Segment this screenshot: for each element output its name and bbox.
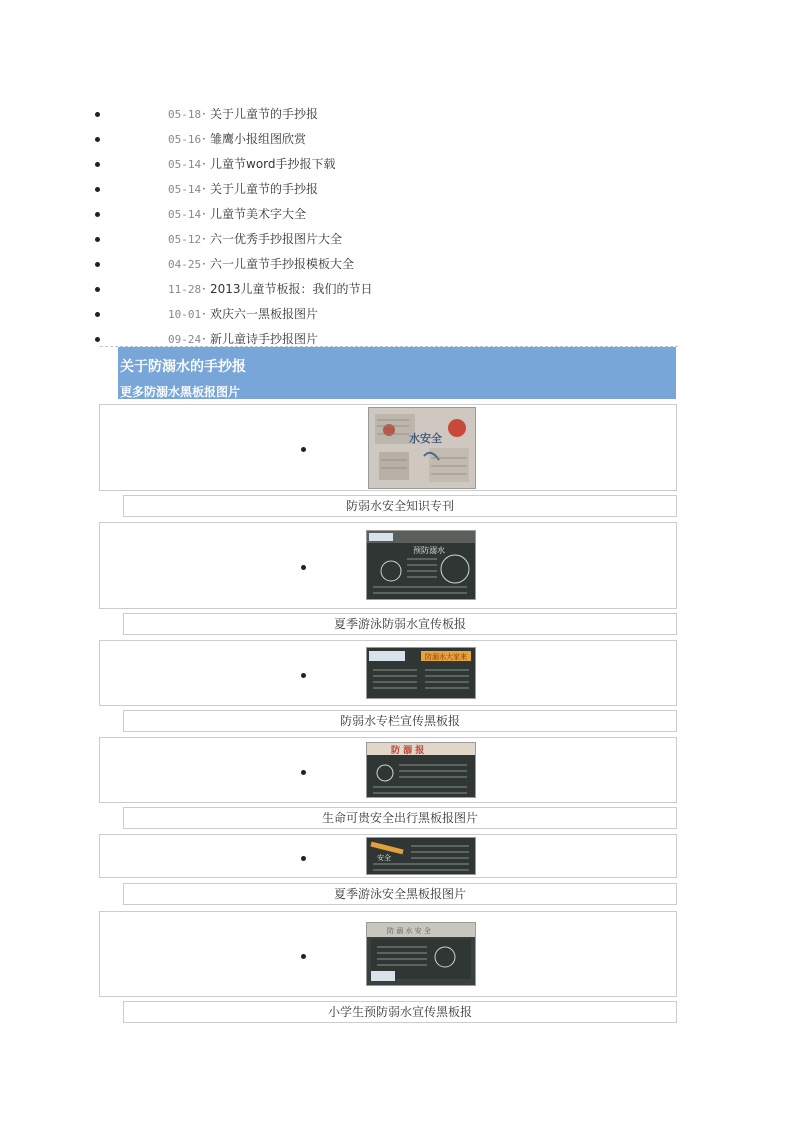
news-separator: · [202, 207, 206, 221]
section-title: 关于防溺水的手抄报 [120, 359, 246, 375]
blackboard-image-icon [367, 838, 475, 874]
news-title-link[interactable]: 欢庆六一黑板报图片 [210, 307, 319, 321]
thumb-text: 安全 [377, 854, 391, 862]
list-bullet [301, 673, 306, 678]
news-item[interactable] [0, 302, 794, 327]
news-date: 05-14 [168, 158, 202, 171]
list-bullet [95, 312, 100, 317]
news-item[interactable] [0, 102, 794, 127]
picture-caption[interactable]: 防弱水安全知识专刊 [123, 495, 677, 517]
blackboard-thumbnail[interactable] [366, 922, 476, 986]
picture-card[interactable] [99, 404, 677, 491]
list-bullet [95, 262, 100, 267]
news-title-link[interactable]: 雏鹰小报组图欣赏 [210, 132, 307, 146]
news-title-link[interactable]: 儿童节word手抄报下载 [210, 157, 336, 171]
picture-caption[interactable]: 生命可贵安全出行黑板报图片 [123, 807, 677, 829]
news-title-link[interactable]: 新儿童诗手抄报图片 [210, 332, 319, 346]
news-item[interactable] [0, 127, 794, 152]
news-separator: · [202, 107, 206, 121]
news-title-link[interactable]: 六一儿童节手抄报模板大全 [210, 257, 355, 271]
news-item[interactable] [0, 177, 794, 202]
picture-caption[interactable]: 夏季游泳防弱水宣传板报 [123, 613, 677, 635]
picture-caption[interactable]: 防弱水专栏宣传黑板报 [123, 710, 677, 732]
list-bullet [301, 447, 306, 452]
news-separator: · [202, 257, 206, 271]
blackboard-image-icon [367, 648, 475, 698]
thumb-text: 防 溺 水 安 全 [387, 927, 431, 935]
news-item[interactable] [0, 227, 794, 252]
news-separator: · [202, 232, 206, 246]
news-separator: · [202, 332, 206, 346]
blackboard-thumbnail[interactable] [366, 647, 476, 699]
list-bullet [95, 137, 100, 142]
news-date: 10-01 [168, 308, 202, 321]
poster-image-icon [369, 408, 475, 488]
picture-card[interactable] [99, 640, 677, 706]
news-date: 05-18 [168, 108, 202, 121]
picture-card[interactable] [99, 911, 677, 997]
picture-card[interactable] [99, 737, 677, 803]
news-title-link[interactable]: 2013儿童节板报：我们的节日 [210, 282, 373, 296]
blackboard-thumbnail[interactable] [366, 742, 476, 798]
list-bullet [95, 162, 100, 167]
list-bullet [95, 187, 100, 192]
news-date: 04-25 [168, 258, 202, 271]
blackboard-image-icon [367, 743, 475, 797]
list-bullet [95, 287, 100, 292]
news-separator: · [202, 182, 206, 196]
news-title-link[interactable]: 关于儿童节的手抄报 [210, 182, 319, 196]
blackboard-thumbnail[interactable] [366, 530, 476, 600]
list-bullet [301, 954, 306, 959]
news-date: 05-14 [168, 183, 202, 196]
more-pictures-link[interactable]: 更多防溺水黑板报图片 [120, 385, 241, 399]
thumb-text: 预防溺水 [413, 546, 445, 555]
list-bullet [95, 112, 100, 117]
news-date: 05-16 [168, 133, 202, 146]
blackboard-image-icon [367, 531, 475, 599]
news-title-link[interactable]: 儿童节美术字大全 [210, 207, 307, 221]
picture-card[interactable] [99, 522, 677, 609]
news-title-link[interactable]: 关于儿童节的手抄报 [210, 107, 319, 121]
news-separator: · [202, 282, 206, 296]
list-bullet [301, 770, 306, 775]
thumb-text: 防 溺 报 [391, 746, 425, 756]
news-separator: · [202, 132, 206, 146]
section-header [118, 347, 676, 399]
news-separator: · [202, 307, 206, 321]
news-list [0, 102, 794, 352]
thumb-text: 水安全 [409, 432, 442, 445]
blackboard-image-icon [367, 923, 475, 985]
news-separator: · [202, 157, 206, 171]
list-bullet [95, 212, 100, 217]
picture-caption[interactable]: 小学生预防弱水宣传黑板报 [123, 1001, 677, 1023]
blackboard-thumbnail[interactable] [366, 837, 476, 875]
list-bullet [301, 856, 306, 861]
news-date: 05-12 [168, 233, 202, 246]
news-item[interactable] [0, 202, 794, 227]
thumb-text: 防溺水大家来 [425, 653, 467, 661]
list-bullet [95, 337, 100, 342]
news-item[interactable] [0, 277, 794, 302]
news-date: 09-24 [168, 333, 202, 346]
picture-caption[interactable]: 夏季游泳安全黑板报图片 [123, 883, 677, 905]
list-bullet [301, 565, 306, 570]
news-date: 11-28 [168, 283, 202, 296]
news-item[interactable] [0, 252, 794, 277]
handwritten-poster-thumbnail[interactable] [368, 407, 476, 489]
news-item[interactable] [0, 152, 794, 177]
list-bullet [95, 237, 100, 242]
news-date: 05-14 [168, 208, 202, 221]
news-title-link[interactable]: 六一优秀手抄报图片大全 [210, 232, 343, 246]
picture-card[interactable] [99, 834, 677, 878]
